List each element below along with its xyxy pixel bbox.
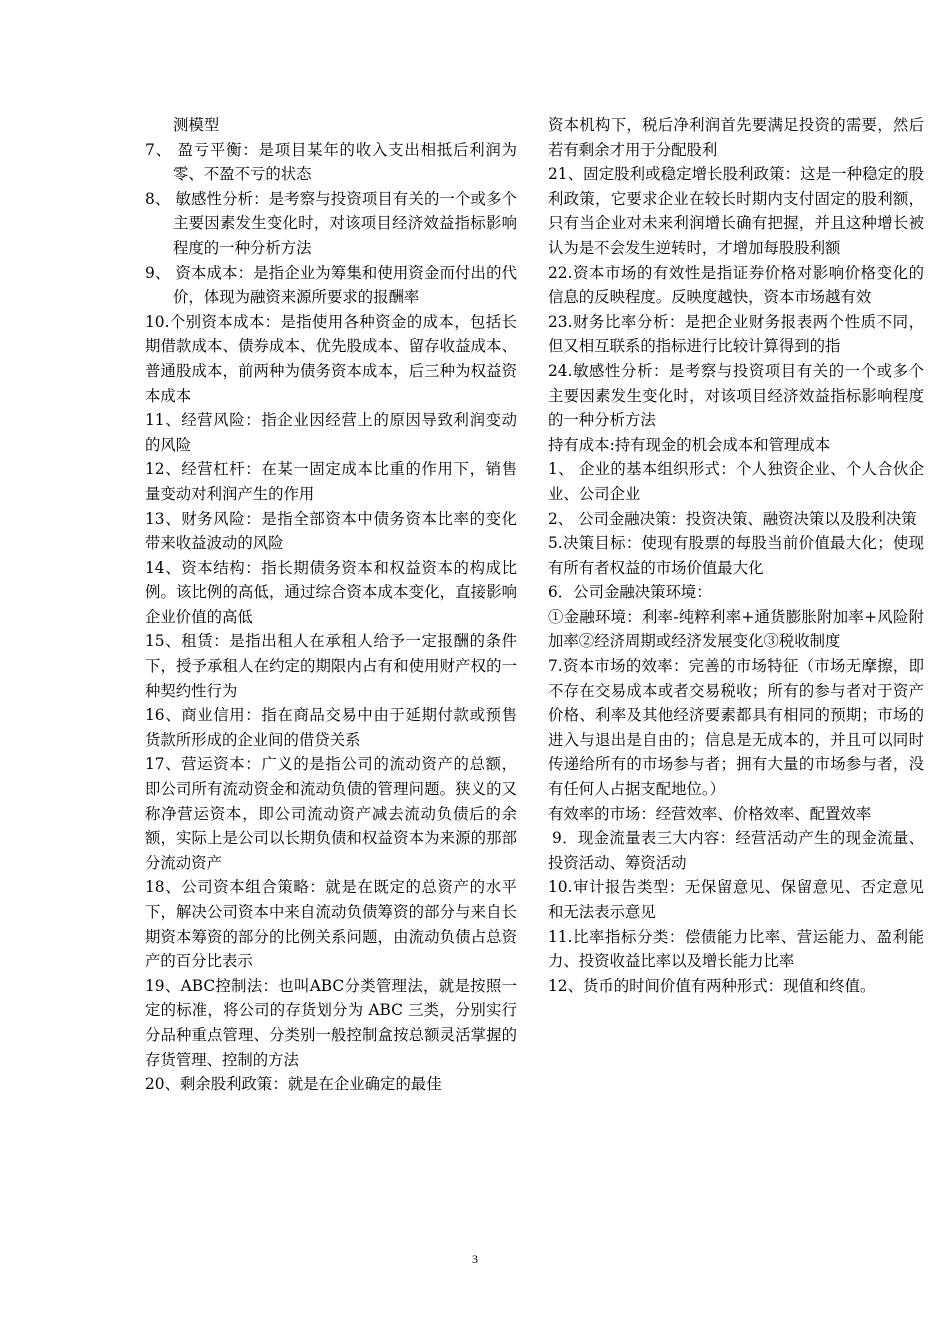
paragraph: 11、经营风险：指企业因经营上的原因导致利润变动的风险 [145,411,517,454]
paragraph: 有效率的市场：经营效率、价格效率、配置效率 [548,804,872,823]
paragraph: 12、经营杠杆：在某一固定成本比重的作用下，销售量变动对利润产生的作用 [145,460,517,503]
paragraph: ①金融环境：利率-纯粹利率+通货膨胀附加率+风险附加率②经济周期或经济发展变化③税收制度 [548,607,924,651]
paragraph: 19、ABC控制法：也叫ABC分类管理法，就是按照一定的标准，将公司的存货划分为 ABC 三类，分别实行分品种重点管理、分类别一般控制盒按总额灵活掌握的存货管理、控制的方法 [145,976,517,1069]
paragraph: 资本机构下，税后净利润首先要满足投资的需要，然后若有剩余才用于分配股利 [548,116,924,159]
paragraph: 5.决策目标：使现有股票的每股当前价值最大化；使现有所有者权益的市场价值最大化 [548,534,924,577]
right-column [548,113,924,998]
paragraph: 16、商业信用：指在商品交易中由于延期付款或预售货款所形成的企业间的借贷关系 [145,706,517,749]
paragraph: 持有成本:持有现金的机会成本和管理成本 [548,435,831,454]
paragraph: 7.资本市场的效率：完善的市场特征（市场无摩擦，即不存在交易成本或者交易税收；所有的参与者对于资产价格、利率及其他经济要素都具有相同的预期；市场的进入与退出是自由的；信息是无成本的，并且可以同时传递给所有的市场参与者；拥有大量的市场参与者，没有任何人占据支配地位。） [548,657,924,799]
paragraph: 23.财务比率分析：是把企业财务报表两个性质不同，但又相互联系的指标进行比较计算得到的指 [548,312,924,356]
paragraph: 1、 企业的基本组织形式：个人独资企业、个人合伙企业、公司企业 [548,460,924,503]
paragraph: 9．现金流量表三大内容：经营活动产生的现金流量、投资活动、筹资活动 [548,829,924,872]
paragraph: 测模型 [173,116,220,134]
paragraph: 6．公司金融决策环境： [548,583,712,602]
paragraph: 22.资本市场的有效性是指证券价格对影响价格变化的信息的反映程度。反映度越快，资本市场越有效 [548,263,924,307]
paragraph: 17、营运资本：广义的是指公司的流动资产的总额，即公司所有流动资金和流动负债的管理问题。狭义的又称净营运资本，即公司流动资产减去流动负债后的余额，实际上是公司以长期负债和权益资本为来源的那部分流动资产 [145,755,517,872]
paragraph: 20、剩余股利政策：就是在企业确定的最佳 [145,1075,442,1094]
paragraph: 15、租赁：是指出租人在承租人给予一定报酬的条件下，授予承租人在约定的期限内占有和使用财产权的一种契约性行为 [145,632,517,700]
paragraph: 8、 敏感性分析：是考察与投资项目有关的一个或多个主要因素发生变化时，对该项目经济效益指标影响程度的一种分析方法 [145,189,517,257]
paragraph: 24.敏感性分析：是考察与投资项目有关的一个或多个主要因素发生变化时，对该项目经济效益指标影响程度的一种分析方法 [548,361,924,430]
paragraph: 2、 公司金融决策：投资决策、融资决策以及股利决策 [548,509,917,528]
paragraph: 18、公司资本组合策略：就是在既定的总资产的水平下，解决公司资本中来自流动负债筹资的部分与来自长期资本筹资的部分的比例关系问题，由流动负债占总资产的百分比表示 [145,878,517,971]
paragraph: 9、 资本成本：是指企业为筹集和使用资金而付出的代价，体现为融资来源所要求的报酬率 [145,263,517,307]
paragraph: 7、 盈亏平衡：是项目某年的收入支出相抵后利润为零、不盈不亏的状态 [145,140,517,184]
paragraph: 12、货币的时间价值有两种形式：现值和终值。 [548,976,876,995]
page-number: 3 [472,1252,478,1266]
left-column [145,113,517,1097]
paragraph: 10.个别资本成本：是指使用各种资金的成本，包括长期借款成本、债券成本、优先股成本、留存收益成本、普通股成本，前两种为债务资本成本，后三种为权益资本成本 [145,312,517,405]
paragraph: 14、资本结构：指长期债务资本和权益资本的构成比例。该比例的高低，通过综合资本成本变化，直接影响企业价值的高低 [145,558,517,626]
paragraph: 13、财务风险：是指全部资本中债务资本比率的变化带来收益波动的风险 [145,509,517,553]
paragraph: 10.审计报告类型：无保留意见、保留意见、否定意见和无法表示意见 [548,878,924,921]
paragraph: 11.比率指标分类：偿债能力比率、营运能力、盈利能力、投资收益比率以及增长能力比率 [548,927,924,971]
paragraph: 21、固定股利或稳定增长股利政策：这是一种稳定的股利政策，它要求企业在较长时期内支付固定的股利额，只有当企业对未来利润增长确有把握，并且这种增长被认为是不会发生逆转时，才增加每股股利额 [548,165,924,257]
